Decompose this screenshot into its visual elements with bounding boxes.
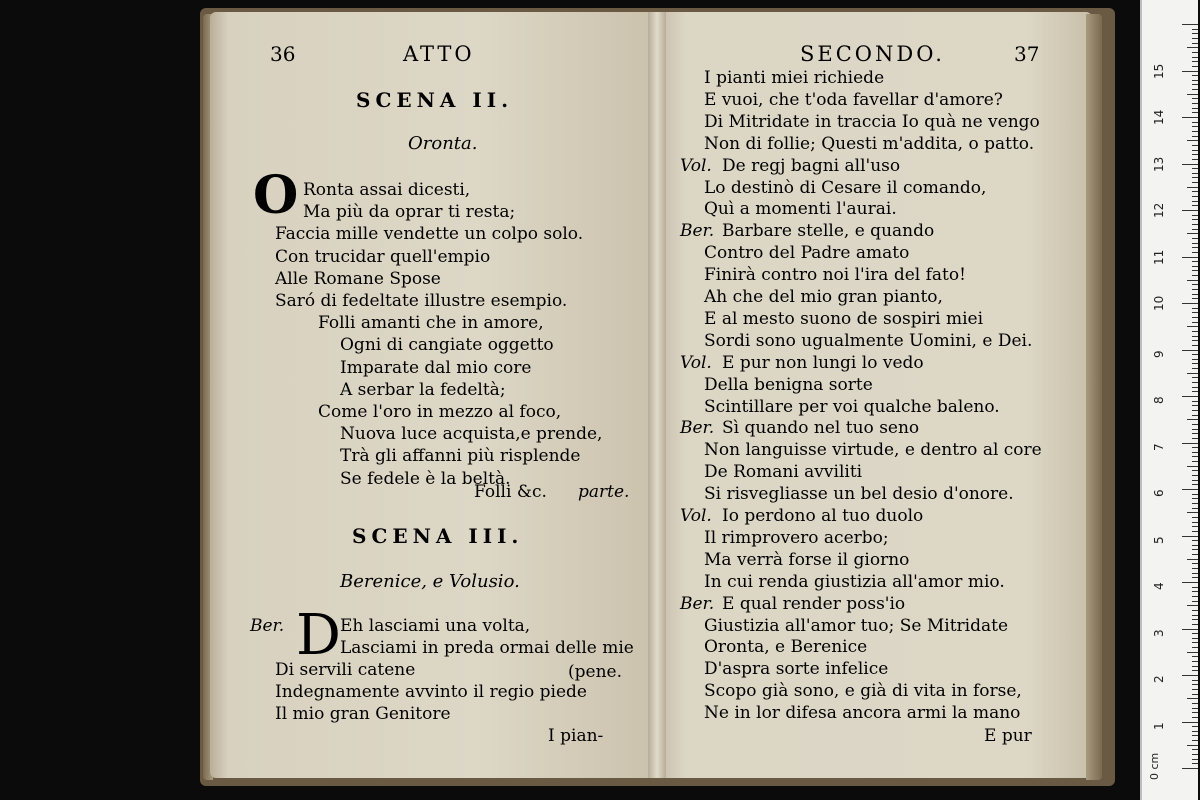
ruler-tick bbox=[1187, 419, 1198, 420]
scene-iii-heading: SCENA III. bbox=[352, 524, 524, 548]
ruler-tick bbox=[1187, 512, 1198, 513]
ruler-tick bbox=[1192, 517, 1198, 518]
verse-line: Finirà contro noi l'ira del fato! bbox=[704, 265, 966, 285]
ruler-tick bbox=[1192, 322, 1198, 323]
ruler-tick bbox=[1192, 717, 1198, 718]
verse-line: Alle Romane Spose bbox=[275, 269, 441, 289]
ruler-tick bbox=[1192, 229, 1198, 230]
verse-line: Oronta, e Berenice bbox=[704, 637, 868, 657]
verse-line: Scintillare per voi qualche baleno. bbox=[704, 397, 1000, 417]
ruler-tick bbox=[1192, 508, 1198, 509]
ruler-tick bbox=[1187, 466, 1198, 467]
ruler-tick bbox=[1192, 735, 1198, 736]
ruler-tick bbox=[1192, 98, 1198, 99]
ruler-number: 7 bbox=[1152, 442, 1166, 451]
ruler-tick bbox=[1192, 359, 1198, 360]
ruler-tick bbox=[1182, 768, 1198, 769]
speaker-label: Vol. bbox=[680, 506, 712, 526]
ruler-tick bbox=[1192, 670, 1198, 671]
ruler-tick bbox=[1192, 615, 1198, 616]
verse-line: Trà gli affanni più risplende bbox=[340, 446, 581, 466]
ruler-tick bbox=[1192, 401, 1198, 402]
catchword: I pian- bbox=[548, 726, 604, 746]
verse-line: Ne in lor difesa ancora armi la mano bbox=[704, 703, 1021, 723]
ruler-tick bbox=[1182, 629, 1198, 630]
ruler-tick bbox=[1192, 749, 1198, 750]
ruler-tick bbox=[1182, 71, 1198, 72]
ruler-tick bbox=[1187, 94, 1198, 95]
ruler-number: 4 bbox=[1152, 582, 1166, 590]
ruler-tick bbox=[1187, 280, 1198, 281]
ruler-tick bbox=[1182, 443, 1198, 444]
verse-line: Imparate dal mio core bbox=[340, 358, 532, 378]
ruler-tick bbox=[1192, 642, 1198, 643]
ruler-tick bbox=[1192, 596, 1198, 597]
ruler-tick bbox=[1192, 470, 1198, 471]
verse-line: Non languisse virtude, e dentro al core bbox=[704, 440, 1042, 460]
ruler-tick bbox=[1192, 57, 1198, 58]
ruler-tick bbox=[1192, 122, 1198, 123]
ruler-tick bbox=[1192, 387, 1198, 388]
ruler-tick bbox=[1192, 726, 1198, 727]
ruler-tick bbox=[1192, 275, 1198, 276]
right-running-head: SECONDO. bbox=[800, 42, 945, 66]
ruler-tick bbox=[1182, 117, 1198, 118]
ruler-tick bbox=[1192, 619, 1198, 620]
verse-line: A serbar la fedeltà; bbox=[340, 380, 506, 400]
verse-line: Con trucidar quell'empio bbox=[275, 247, 491, 267]
ruler-tick bbox=[1192, 712, 1198, 713]
ruler-number: 3 bbox=[1152, 628, 1166, 637]
speaker-label: Vol. bbox=[680, 156, 712, 176]
ruler-tick bbox=[1187, 745, 1198, 746]
verse-turnover: (pene. bbox=[568, 662, 622, 682]
ruler-tick bbox=[1192, 312, 1198, 313]
drop-cap-d: D bbox=[296, 603, 341, 668]
ruler-tick bbox=[1192, 415, 1198, 416]
verse-line: Faccia mille vendette un colpo solo. bbox=[275, 224, 584, 244]
verse-line: Giustizia all'amor tuo; Se Mitridate bbox=[704, 616, 1008, 636]
ruler-tick bbox=[1192, 731, 1198, 732]
verse-line: Eh lasciami una volta, bbox=[340, 616, 531, 636]
ruler-tick bbox=[1192, 526, 1198, 527]
ruler-tick bbox=[1192, 131, 1198, 132]
ruler-tick bbox=[1192, 215, 1198, 216]
ruler-tick bbox=[1192, 270, 1198, 271]
ruler-tick bbox=[1192, 503, 1198, 504]
ruler-tick bbox=[1192, 666, 1198, 667]
ruler-tick bbox=[1192, 554, 1198, 555]
speaker-label: Ber. bbox=[680, 221, 715, 241]
verse-line: Lo destinò di Cesare il comando, bbox=[704, 178, 987, 198]
left-page-number: 36 bbox=[270, 42, 296, 66]
ruler-tick bbox=[1192, 368, 1198, 369]
ruler-tick bbox=[1192, 522, 1198, 523]
ruler-tick bbox=[1187, 233, 1198, 234]
verse-line: In cui renda giustizia all'amor mio. bbox=[704, 572, 1005, 592]
ruler-tick bbox=[1192, 498, 1198, 499]
verse-line: Saró di fedeltate illustre esempio. bbox=[275, 291, 568, 311]
verse-line: E al mesto suono de sospiri miei bbox=[704, 309, 984, 329]
ruler-tick bbox=[1192, 177, 1198, 178]
ruler-tick bbox=[1192, 294, 1198, 295]
left-running-head: ATTO bbox=[403, 42, 475, 66]
ruler-tick bbox=[1187, 559, 1198, 560]
verse-line: Il rimprovero acerbo; bbox=[704, 528, 889, 548]
ruler-number: 6 bbox=[1152, 489, 1166, 497]
ruler-tick bbox=[1187, 47, 1198, 48]
ruler-tick bbox=[1192, 456, 1198, 457]
verse-line: Ma verrà forse il giorno bbox=[704, 550, 910, 570]
verse-line: Non di follie; Questi m'addita, o patto. bbox=[704, 134, 1035, 154]
verse-line: I pianti miei richiede bbox=[704, 68, 885, 88]
ruler-tick bbox=[1187, 652, 1198, 653]
ruler-tick bbox=[1192, 29, 1198, 30]
ruler-tick bbox=[1192, 410, 1198, 411]
ruler-tick bbox=[1192, 647, 1198, 648]
ruler-tick bbox=[1182, 675, 1198, 676]
ruler-tick bbox=[1182, 164, 1198, 165]
verse-line: Ah che del mio gran pianto, bbox=[704, 287, 943, 307]
catchword-right: E pur bbox=[984, 726, 1032, 746]
ruler-tick bbox=[1192, 191, 1198, 192]
ruler-tick bbox=[1192, 196, 1198, 197]
ruler-tick bbox=[1192, 75, 1198, 76]
ruler-tick bbox=[1187, 140, 1198, 141]
ruler-tick bbox=[1192, 112, 1198, 113]
ruler-tick bbox=[1192, 52, 1198, 53]
ruler-tick bbox=[1192, 84, 1198, 85]
verse-line: E vuoi, che t'oda favellar d'amore? bbox=[704, 90, 1003, 110]
ruler-tick bbox=[1192, 633, 1198, 634]
ruler-tick bbox=[1192, 540, 1198, 541]
ruler-tick bbox=[1192, 447, 1198, 448]
ruler-tick bbox=[1192, 661, 1198, 662]
ruler-tick bbox=[1192, 545, 1198, 546]
speaker-label: Ber. bbox=[680, 594, 715, 614]
ruler-tick bbox=[1192, 159, 1198, 160]
verse-line: Quì a momenti l'aurai. bbox=[704, 199, 897, 219]
verse-line: De Romani avviliti bbox=[704, 462, 863, 482]
ruler-tick bbox=[1192, 549, 1198, 550]
verse-line: De regj bagni all'uso bbox=[722, 156, 901, 176]
ruler-tick bbox=[1192, 461, 1198, 462]
exit-direction: parte. bbox=[578, 482, 630, 502]
ruler-tick bbox=[1192, 345, 1198, 346]
ruler-tick bbox=[1192, 591, 1198, 592]
ruler-tick bbox=[1182, 257, 1198, 258]
verse-line: Ma più da oprar ti resta; bbox=[303, 202, 516, 222]
ruler-number: 13 bbox=[1152, 156, 1166, 172]
ruler-tick bbox=[1192, 66, 1198, 67]
verse-line: Si risvegliasse un bel desio d'onore. bbox=[704, 484, 1014, 504]
ruler-tick bbox=[1192, 336, 1198, 337]
ruler-tick bbox=[1192, 247, 1198, 248]
ruler-tick bbox=[1192, 759, 1198, 760]
verse-line: D'aspra sorte infelice bbox=[704, 659, 889, 679]
ruler-tick bbox=[1192, 480, 1198, 481]
ruler-number: 1 bbox=[1152, 721, 1166, 730]
ruler-number: 9 bbox=[1152, 349, 1166, 358]
ruler-tick bbox=[1192, 266, 1198, 267]
book-gutter bbox=[648, 12, 666, 778]
ruler-tick bbox=[1187, 187, 1198, 188]
verse-line: Contro del Padre amato bbox=[704, 243, 910, 263]
ruler-tick bbox=[1192, 377, 1198, 378]
ruler-tick bbox=[1192, 261, 1198, 262]
verse-line: Io perdono al tuo duolo bbox=[722, 506, 924, 526]
ruler-tick bbox=[1192, 382, 1198, 383]
ruler-tick bbox=[1192, 601, 1198, 602]
verse-line: Ogni di cangiate oggetto bbox=[340, 335, 554, 355]
verse-line: Sì quando nel tuo seno bbox=[722, 418, 920, 438]
ruler-number: 5 bbox=[1152, 535, 1166, 544]
verse-line: Scopo già sono, e già di vita in forse, bbox=[704, 681, 1022, 701]
ruler-tick bbox=[1192, 475, 1198, 476]
ruler-tick bbox=[1192, 354, 1198, 355]
verse-line: Lasciami in preda ormai delle mie bbox=[340, 638, 634, 658]
ruler-tick bbox=[1192, 243, 1198, 244]
ruler-tick bbox=[1192, 108, 1198, 109]
verse-line: Barbare stelle, e quando bbox=[722, 221, 935, 241]
ruler-tick bbox=[1192, 224, 1198, 225]
verse-line: E qual render poss'io bbox=[722, 594, 906, 614]
speaker-label: Vol. bbox=[680, 353, 712, 373]
verse-line: E pur non lungi lo vedo bbox=[722, 353, 924, 373]
ruler-tick bbox=[1192, 89, 1198, 90]
verse-line: Se fedele è la beltà. bbox=[340, 469, 511, 489]
verse-line: Di Mitridate in traccia Io quà ne vengo bbox=[704, 112, 1040, 132]
ruler-tick bbox=[1192, 577, 1198, 578]
ruler-tick bbox=[1192, 708, 1198, 709]
ruler-number: 2 bbox=[1152, 675, 1166, 683]
ruler-tick bbox=[1182, 722, 1198, 723]
ruler-tick bbox=[1192, 33, 1198, 34]
verse-line: Nuova luce acquista,e prende, bbox=[340, 424, 603, 444]
ruler-tick bbox=[1182, 210, 1198, 211]
ruler-number: 12 bbox=[1152, 202, 1166, 218]
ruler-tick bbox=[1192, 284, 1198, 285]
ruler-tick bbox=[1192, 438, 1198, 439]
right-page-number: 37 bbox=[1014, 42, 1040, 66]
ruler-tick bbox=[1192, 298, 1198, 299]
ruler-tick bbox=[1182, 489, 1198, 490]
ruler-tick bbox=[1192, 429, 1198, 430]
ruler-tick bbox=[1192, 754, 1198, 755]
ruler-tick bbox=[1192, 494, 1198, 495]
ruler-tick bbox=[1182, 350, 1198, 351]
ruler-tick bbox=[1187, 698, 1198, 699]
ruler-tick bbox=[1192, 638, 1198, 639]
ruler-tick bbox=[1192, 103, 1198, 104]
ruler-tick bbox=[1192, 689, 1198, 690]
ruler-tick bbox=[1192, 308, 1198, 309]
ruler-tick bbox=[1192, 80, 1198, 81]
ruler-tick bbox=[1192, 563, 1198, 564]
ruler-tick bbox=[1187, 605, 1198, 606]
ruler-tick bbox=[1187, 326, 1198, 327]
ruler-number: 8 bbox=[1152, 396, 1166, 404]
ruler-tick bbox=[1192, 150, 1198, 151]
ruler-tick bbox=[1192, 340, 1198, 341]
ruler-tick bbox=[1192, 694, 1198, 695]
ruler-tick bbox=[1192, 136, 1198, 137]
ruler-tick bbox=[1192, 568, 1198, 569]
ruler-number: 11 bbox=[1152, 249, 1166, 265]
ruler-tick bbox=[1192, 238, 1198, 239]
verse-line: Della benigna sorte bbox=[704, 375, 873, 395]
scene-ii-character: Oronta. bbox=[408, 133, 478, 154]
ruler-tick bbox=[1192, 484, 1198, 485]
verse-line: Come l'oro in mezzo al foco, bbox=[318, 402, 562, 422]
verse-line: Folli amanti che in amore, bbox=[318, 313, 544, 333]
ruler-tick bbox=[1182, 24, 1198, 25]
ruler-tick bbox=[1192, 703, 1198, 704]
ruler-tick bbox=[1192, 680, 1198, 681]
ruler-tick bbox=[1192, 610, 1198, 611]
speaker-label: Ber. bbox=[680, 418, 715, 438]
ruler-tick bbox=[1192, 154, 1198, 155]
ruler-tick bbox=[1192, 145, 1198, 146]
ruler-tick bbox=[1192, 205, 1198, 206]
scene-ii-heading: SCENA II. bbox=[356, 88, 514, 112]
ruler-tick bbox=[1192, 684, 1198, 685]
verse-line: Di servili catene bbox=[275, 660, 416, 680]
page-edge-right bbox=[1086, 14, 1102, 780]
ruler-tick bbox=[1192, 573, 1198, 574]
verse-line: Ronta assai dicesti, bbox=[303, 180, 471, 200]
ruler-tick bbox=[1192, 61, 1198, 62]
ruler-tick bbox=[1192, 433, 1198, 434]
drop-cap-o: O bbox=[253, 165, 299, 226]
speaker-ber: Ber. bbox=[250, 616, 285, 636]
verse-line: Il mio gran Genitore bbox=[275, 704, 451, 724]
ruler-tick bbox=[1192, 587, 1198, 588]
ruler-tick bbox=[1192, 168, 1198, 169]
ruler-tick bbox=[1192, 391, 1198, 392]
ruler-tick bbox=[1192, 289, 1198, 290]
ruler-number: 15 bbox=[1152, 63, 1166, 79]
ruler-tick bbox=[1192, 405, 1198, 406]
verse-line: Indegnamente avvinto il regio piede bbox=[275, 682, 587, 702]
scene-iii-characters: Berenice, e Volusio. bbox=[340, 571, 520, 592]
ruler-tick bbox=[1187, 373, 1198, 374]
ruler-tick bbox=[1182, 536, 1198, 537]
ruler-tick bbox=[1192, 624, 1198, 625]
ruler-tick bbox=[1192, 531, 1198, 532]
ruler-tick bbox=[1192, 219, 1198, 220]
ruler-tick bbox=[1192, 173, 1198, 174]
ruler-unit-label: 0 cm bbox=[1148, 752, 1161, 780]
ruler-tick bbox=[1192, 740, 1198, 741]
ruler-tick bbox=[1192, 452, 1198, 453]
ruler-tick bbox=[1182, 303, 1198, 304]
ruler-tick bbox=[1192, 763, 1198, 764]
ruler-tick bbox=[1192, 331, 1198, 332]
ruler-tick bbox=[1192, 317, 1198, 318]
ruler-number: 10 bbox=[1152, 295, 1166, 311]
ruler-tick bbox=[1192, 182, 1198, 183]
ruler-tick bbox=[1182, 396, 1198, 397]
ruler-tick bbox=[1192, 43, 1198, 44]
ruler-tick bbox=[1182, 582, 1198, 583]
ruler-tick bbox=[1192, 201, 1198, 202]
ruler-tick bbox=[1192, 363, 1198, 364]
ruler-tick bbox=[1192, 38, 1198, 39]
refrain-line: Folli &c. bbox=[474, 482, 547, 502]
ruler-number: 14 bbox=[1152, 109, 1166, 125]
ruler-tick bbox=[1192, 252, 1198, 253]
ruler-tick bbox=[1192, 424, 1198, 425]
verse-line: Sordi sono ugualmente Uomini, e Dei. bbox=[704, 331, 1033, 351]
ruler-tick bbox=[1192, 656, 1198, 657]
ruler-tick bbox=[1192, 126, 1198, 127]
measurement-ruler bbox=[1140, 0, 1198, 800]
